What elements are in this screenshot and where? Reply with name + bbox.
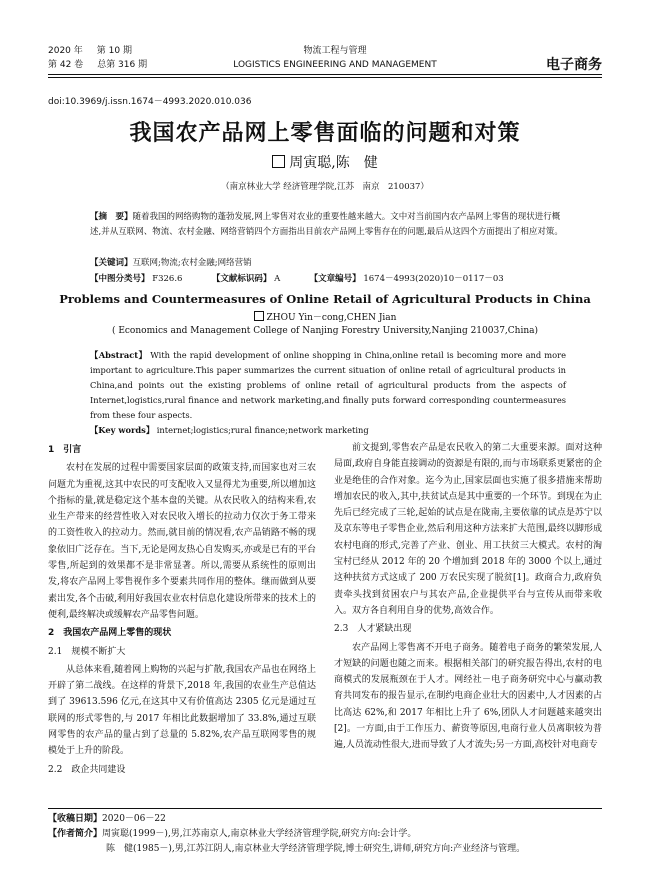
doi: doi:10.3969/j.issn.1674－4993.2020.010.036 [48, 97, 252, 107]
footnote-rule [48, 808, 602, 809]
abstract-en-label: 【Abstract】 [90, 350, 148, 360]
body-left-column [48, 440, 316, 780]
authors-cn [0, 152, 650, 172]
paragraph: 农产品网上零售离不开电子商务。随着电子商务的繁荣发展,人才短缺的问题也随之而来。根据相关部门的研究报告得出,农村的电商模式的发展瓶颈在于人才。网经社－电子商务研究中心与赢动教育共同发布的报告显示,在制约电商企业壮大的因素中,人才因素的占比高达 62%,和 2017 年相比上升了 6%,团队人才问题越来越突出[2]。一方面,由于工作压力、薪资等原因,电商行业人员离职较为普遍,人员流动性很大,进而导致了人才流失;另一方面,高校针对电商专 [334, 642, 602, 751]
section-2-2-heading: 2.2 政企共同建设 [48, 764, 126, 775]
paper-title: 我国农产品网上零售面临的问题和对策 [129, 120, 521, 146]
keywords-cn [90, 256, 566, 271]
header-rule-thin [48, 77, 602, 78]
doc-code-value: A [274, 274, 281, 284]
header-issue: 第 10 期 [96, 46, 132, 56]
author-en-box-icon [254, 311, 264, 321]
keywords-cn-text: 互联网;物流;农村金融;网络营销 [132, 258, 252, 268]
body-right-column [334, 440, 602, 754]
authors-en-text: ZHOU Yin－cong,CHEN Jian [266, 313, 397, 323]
abstract-en-text: With the rapid development of online shopping in China,online retail is becoming more and more important to agriculture.This paper summarizes the current situation of online retail of agricultural products in China,and points out the existing problems of online retail of agricultural products from the aspects of Internet,logistics,rural finance and network marketing,and finally puts forward corresponding countermeasures from these four aspects. [90, 350, 566, 420]
author1-info: 周寅聪(1999－),男,江苏南京人,南京林业大学经济管理学院,研究方向:会计学。 [102, 829, 417, 839]
keywords-en-text: internet;logistics;rural finance;network marketing [156, 425, 369, 435]
author2-info: 陈 健(1985－),男,江苏江阴人,南京林业大学经济管理学院,博士研究生,讲师,研究方向:产业经济与管理。 [106, 844, 526, 854]
classification-line [90, 272, 566, 287]
clc-label: 【中图分类号】 [90, 274, 150, 284]
header-rule [48, 74, 602, 75]
affiliation-en: ( Economics and Management College of Nanjing Forestry University,Nanjing 210037,China) [111, 326, 539, 336]
header-total-issue: 总第 316 期 [97, 60, 148, 70]
section-2-heading: 2 我国农产品网上零售的现状 [48, 628, 172, 639]
section-2-3-heading: 2.3 人才紧缺出现 [334, 624, 412, 635]
abstract-cn-text: 随着我国的网络购物的蓬勃发展,网上零售对农业的重要性越来越大。文中对当前国内农产品网上零售的现状进行概述,并从互联网、物流、农村金融、网络营销四个方面指出目前农产品网上零售存在的问题,最后从这四个方面提出了相应对策。 [90, 212, 563, 237]
author-box-icon [272, 155, 285, 168]
authors-cn-text: 周寅聪,陈 健 [289, 155, 378, 171]
paper-title-en: Problems and Countermeasures of Online Retail of Agricultural Products in China [59, 292, 591, 306]
keywords-en-label: 【Key words】 [90, 425, 155, 435]
paragraph: 农村在发展的过程中需要国家层面的政策支持,而国家也对三农问题尤为重视,这其中农民的可支配收入又显得尤为重要,所以增加这个指标的量,就是稳定这个基本盘的关键。从农民收入的结构来看,农业生产带来的经营性收入对农民收入增长的拉动力仅次于务工带来的工资性收入的拉动力。然而,就目前的情况看,农产品销路不畅的现象依旧广泛存在。当下,无论是网友热心自发购买,亦或是已有的平台零售,所起到的效果都不是非常显著。所以,需要从系统性的原则出发,将农产品网上零售视作多个要素共同作用的整体。继而做到从要素出发,各个击破,利用好我国农业农村信息化建设所带来的技术上的便利,最终解决或缓解农产品零售问题。 [48, 463, 316, 620]
header-volume: 第 42 卷 [48, 60, 84, 70]
journal-name-cn: 物流工程与管理 [303, 46, 367, 56]
doc-code-label: 【文献标识码】 [211, 274, 272, 284]
abstract-cn [90, 210, 566, 240]
affiliation-cn: （南京林业大学 经济管理学院,江苏 南京 210037） [221, 182, 429, 192]
paragraph: 从总体来看,随着网上购物的兴起与扩散,我国农产品也在网络上开辟了第二战线。在这样的背景下,2018 年,我国的农业生产总值达到了 39613.596 亿元,在这其中又有价值高达 2305 亿元是通过互联网的形式零售的,与 2017 年相比此数据增加了 33.8%,通过互联网零售的农产品的量占到了总量的 5.82%,农产品互联网零售的规模处于上升的阶段。 [48, 664, 316, 757]
header-journal [210, 44, 460, 72]
clc-value: F326.6 [152, 274, 183, 284]
authors-en [0, 310, 650, 323]
received-date: 2020－06－22 [102, 814, 166, 824]
section-1-heading: 1 引言 [48, 445, 82, 455]
header-section: 电子商务 [546, 57, 602, 73]
article-no-label: 【文章编号】 [309, 274, 361, 284]
header-year: 2020 年 [48, 46, 83, 56]
abstract-en [90, 348, 566, 438]
author-info-label: 【作者简介】 [48, 829, 103, 839]
paragraph: 前文提到,零售农产品是农民收入的第二大重要来源。面对这种局面,政府自身能直接调动的资源是有限的,而与市场联系更紧密的企业是绝佳的合作对象。迄今为止,国家层面也实施了很多措施来帮助增加农民的收入,其中,扶贫试点是其中重要的一个环节。到现在为止先后已经完成了三轮,起始的试点是在陇南,主要依靠的试点是苏宁以及京东等电子零售企业,然后利用这种方法来扩大范围,最终以脚形成农村电商的形式,完善了产业、创业、用工扶贫三大模式。农村的淘宝村已经从 2012 年的 20 个增加到 2018 年的 3000 个以上,通过这种扶贫方式这成了 200 万农民实现了脱贫[1]。政商合力,政府负责牵头找到贫困农户与其农产品,企业提供平台与宣传从而带来收入。双方各自利用自身的优势,高效合作。 [334, 443, 602, 616]
journal-name-en: LOGISTICS ENGINEERING AND MANAGEMENT [233, 60, 437, 70]
abstract-cn-label: 【摘 要】 [90, 212, 133, 222]
received-label: 【收稿日期】 [48, 814, 103, 824]
section-2-1-heading: 2.1 规模不断扩大 [48, 646, 126, 657]
footnotes [48, 812, 608, 857]
article-no-value: 1674－4993(2020)10－0117－03 [363, 274, 504, 284]
keywords-cn-label: 【关键词】 [90, 258, 133, 268]
header-meta [48, 44, 161, 72]
